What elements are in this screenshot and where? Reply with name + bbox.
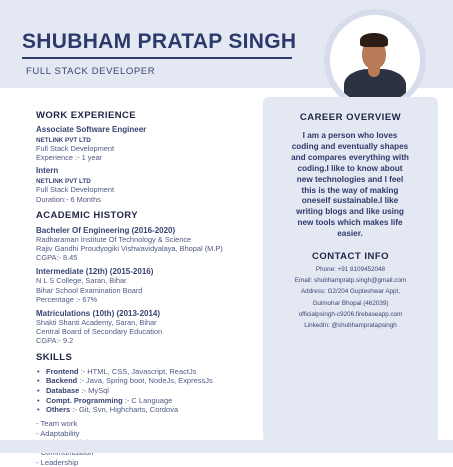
header-divider (22, 57, 292, 59)
job-entry (36, 125, 258, 162)
overview-text: I am a person who loves coding and eventually shapes and compares everything with coding.I like to know about new technologies and I feel this is the way of making oneself sustainable.I like writing blogs and like using new tools which makes life easier. (291, 131, 409, 239)
skill-value: :- Git, Svn, Highcharts, Cordova (72, 405, 179, 415)
contact-address-line2: Gulmohar Bhopal (462039) (312, 299, 389, 307)
soft-skill: - Adaptability (36, 428, 80, 438)
education-line: Rajiv Gandhi Proudyogiki Vishwavidyalaya, Bhopal (M.P) (36, 244, 223, 254)
skills-list (36, 367, 258, 416)
skill-item (46, 367, 258, 377)
education-entry (36, 267, 258, 304)
job-company: NETLINK PVT LTD (36, 178, 91, 186)
education-line: Radharaman Institute Of Technology & Science (36, 234, 192, 244)
education-title: Bacheler Of Engineering (2016-2020) (36, 225, 176, 235)
education-title: Intermediate (12th) (2015-2016) (36, 267, 154, 277)
job-role: FULL STACK DEVELOPER (26, 66, 156, 77)
overview-heading: CAREER OVERVIEW (299, 112, 402, 123)
contact-linkedin: LinkedIn: @shubhampratapsingh (304, 322, 397, 330)
education-line: CGPA:- 9.2 (36, 336, 74, 346)
job-detail: Full Stack Development (36, 144, 115, 153)
skill-value: :- MySql (81, 386, 109, 396)
skill-label: Compt. Programming (46, 395, 123, 405)
skill-label: Frontend (46, 366, 79, 376)
contact-website: officialpsingh-c9206.firebaseapp.com (298, 310, 403, 318)
education-entry (36, 309, 258, 346)
skill-value: :- C Language (124, 395, 173, 405)
skill-item (46, 405, 258, 415)
skill-value: :- HTML, CSS, Javascript, ReactJs (80, 366, 197, 376)
profile-photo (330, 15, 420, 105)
contact-heading: CONTACT INFO (311, 251, 390, 262)
contact-email: Email: shubhampratp.singh@gmail.com (294, 277, 407, 285)
job-extra: Experience :- 1 year (36, 153, 103, 163)
contact-address-line1: Address: G2/204 Gupteshwar Appt, (300, 288, 401, 296)
contact-block (263, 264, 438, 331)
skill-label: Database (46, 386, 80, 396)
education-line: Central Board of Secondary Education (36, 327, 163, 337)
education-line: N L S College, Saran, Bihar (36, 276, 127, 286)
skill-item (46, 386, 258, 396)
left-column (36, 110, 258, 467)
education-title: Matriculations (10th) (2013-2014) (36, 309, 161, 319)
education-heading: ACADEMIC HISTORY (36, 209, 138, 221)
job-extra: Duration:- 6 Months (36, 194, 101, 204)
footer-band (0, 440, 453, 453)
education-line: Bihar School Examination Board (36, 285, 143, 295)
person-name: SHUBHAM PRATAP SINGH (22, 30, 297, 53)
work-heading: WORK EXPERIENCE (36, 110, 136, 121)
soft-skill: - Leadership (36, 457, 79, 467)
skills-heading: SKILLS (36, 351, 73, 363)
education-entry (36, 226, 258, 263)
skill-value: :- Java, Spring boot, NodeJs, ExpressJs (79, 376, 213, 386)
job-company: NETLINK PVT LTD (36, 137, 91, 144)
education-line: CGPA:- 8.45 (36, 253, 78, 263)
job-title: Intern (36, 166, 59, 176)
skill-label: Others (46, 405, 71, 415)
job-entry (36, 166, 258, 203)
education-line: Shakti Shanti Academy, Saran, Bihar (36, 318, 157, 328)
skill-label: Backend (46, 376, 78, 386)
contact-phone: Phone: +91 8109452048 (315, 266, 386, 273)
education-line: Percentage :- 67% (36, 294, 98, 304)
skill-item (46, 376, 258, 386)
job-detail: Full Stack Development (36, 185, 115, 195)
skill-item (46, 396, 258, 406)
job-title: Associate Software Engineer (36, 125, 147, 134)
soft-skill: - Team work (36, 419, 78, 429)
